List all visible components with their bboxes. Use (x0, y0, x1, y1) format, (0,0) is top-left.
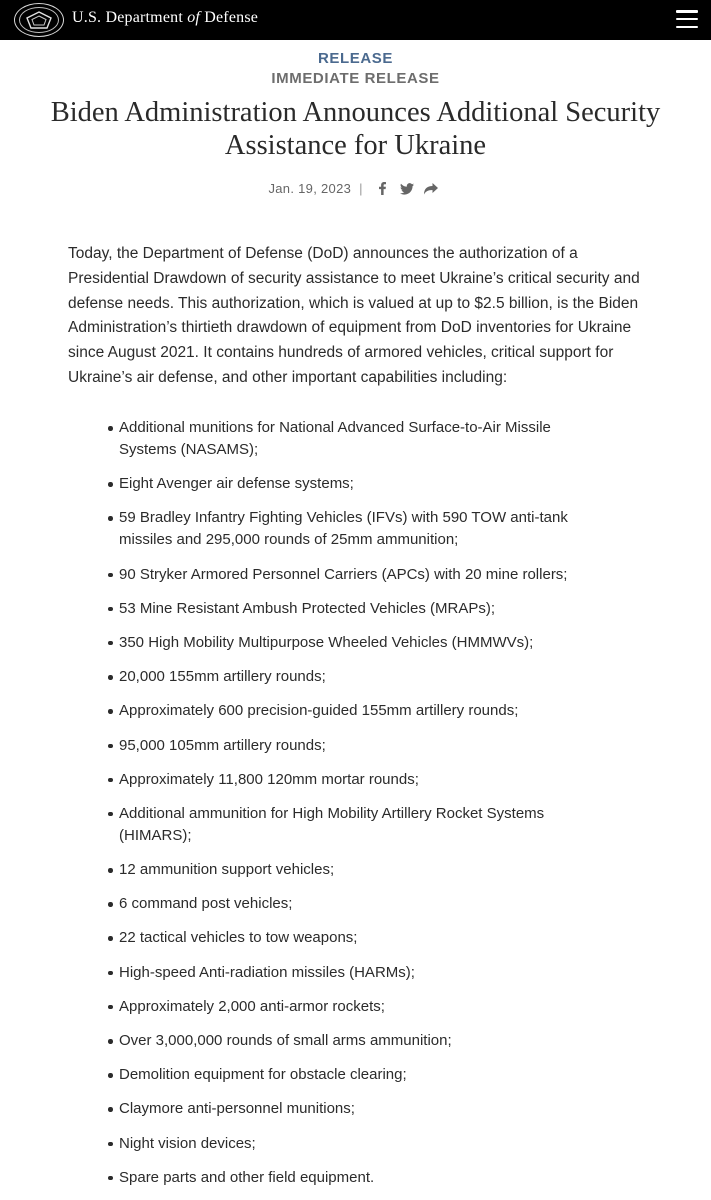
list-item: 350 High Mobility Multipurpose Wheeled Vehicles (HMMWVs); (119, 632, 589, 654)
list-item: Claymore anti-personnel munitions; (119, 1098, 589, 1120)
site-title-suffix: Defense (200, 9, 259, 26)
pentagon-seal-icon[interactable] (14, 3, 64, 37)
list-item: Night vision devices; (119, 1133, 589, 1155)
publish-date: Jan. 19, 2023 (268, 181, 352, 196)
list-item: 22 tactical vehicles to tow weapons; (119, 927, 589, 949)
article-category[interactable]: RELEASE (317, 50, 394, 67)
site-title[interactable] (72, 9, 258, 27)
capabilities-list (119, 417, 589, 1200)
logo-inner (19, 7, 59, 33)
article-intro: Today, the Department of Defense (DoD) announces the authorization of a Presidential Drawdown of security assistance to meet Ukraine’s critical security and defense needs. This authorization, which is valued at up to $2.5 billion, is the Biden Administration’s thirtieth drawdown of equipment from DoD inventories for Ukraine since August 2021. It contains hundreds of armored vehicles, critical support for Ukraine’s air defense, and other important capabilities including: (68, 245, 640, 386)
menu-bar (676, 10, 698, 13)
list-item: 12 ammunition support vehicles; (119, 859, 589, 881)
list-item: High-speed Anti-radiation missiles (HARMs); (119, 962, 589, 984)
list-item: 20,000 155mm artillery rounds; (119, 666, 589, 688)
list-item: Approximately 2,000 anti-armor rockets; (119, 996, 589, 1018)
list-item: Demolition equipment for obstacle clearing; (119, 1064, 589, 1086)
list-item: Approximately 600 precision-guided 155mm artillery rounds; (119, 700, 589, 722)
list-item: 95,000 105mm artillery rounds; (119, 735, 589, 757)
hamburger-menu-icon[interactable] (676, 10, 698, 28)
list-item: Additional munitions for National Advanced Surface-to-Air Missile Systems (NASAMS); (119, 417, 589, 461)
site-title-prefix: U.S. Department (72, 9, 188, 26)
pentagon-icon (25, 11, 53, 29)
site-header (0, 0, 711, 40)
list-item: 59 Bradley Infantry Fighting Vehicles (IFVs) with 590 TOW anti-tank missiles and 295,000 rounds of 25mm ammunition; (119, 507, 589, 551)
list-item: 53 Mine Resistant Ambush Protected Vehicles (MRAPs); (119, 598, 589, 620)
list-item: 90 Stryker Armored Personnel Carriers (APCs) with 20 mine rollers; (119, 564, 589, 586)
menu-bar (676, 26, 698, 29)
twitter-icon[interactable] (400, 182, 414, 196)
facebook-icon[interactable] (376, 182, 390, 196)
list-item: 6 command post vehicles; (119, 893, 589, 915)
site-title-of: of (187, 9, 201, 26)
list-item: Approximately 11,800 120mm mortar rounds; (119, 769, 589, 791)
list-item: Spare parts and other field equipment. (119, 1167, 589, 1189)
list-item: Additional ammunition for High Mobility Artillery Rocket Systems (HIMARS); (119, 803, 589, 847)
share-icon[interactable] (424, 182, 438, 196)
menu-bar (676, 18, 698, 21)
list-item: Over 3,000,000 rounds of small arms ammunition; (119, 1030, 589, 1052)
article-meta (0, 181, 711, 196)
article-subcategory: IMMEDIATE RELEASE (271, 70, 440, 87)
page-title: Biden Administration Announces Additional Security Assistance for Ukraine (50, 97, 661, 161)
meta-separator: | (359, 181, 363, 196)
list-item: Eight Avenger air defense systems; (119, 473, 589, 495)
